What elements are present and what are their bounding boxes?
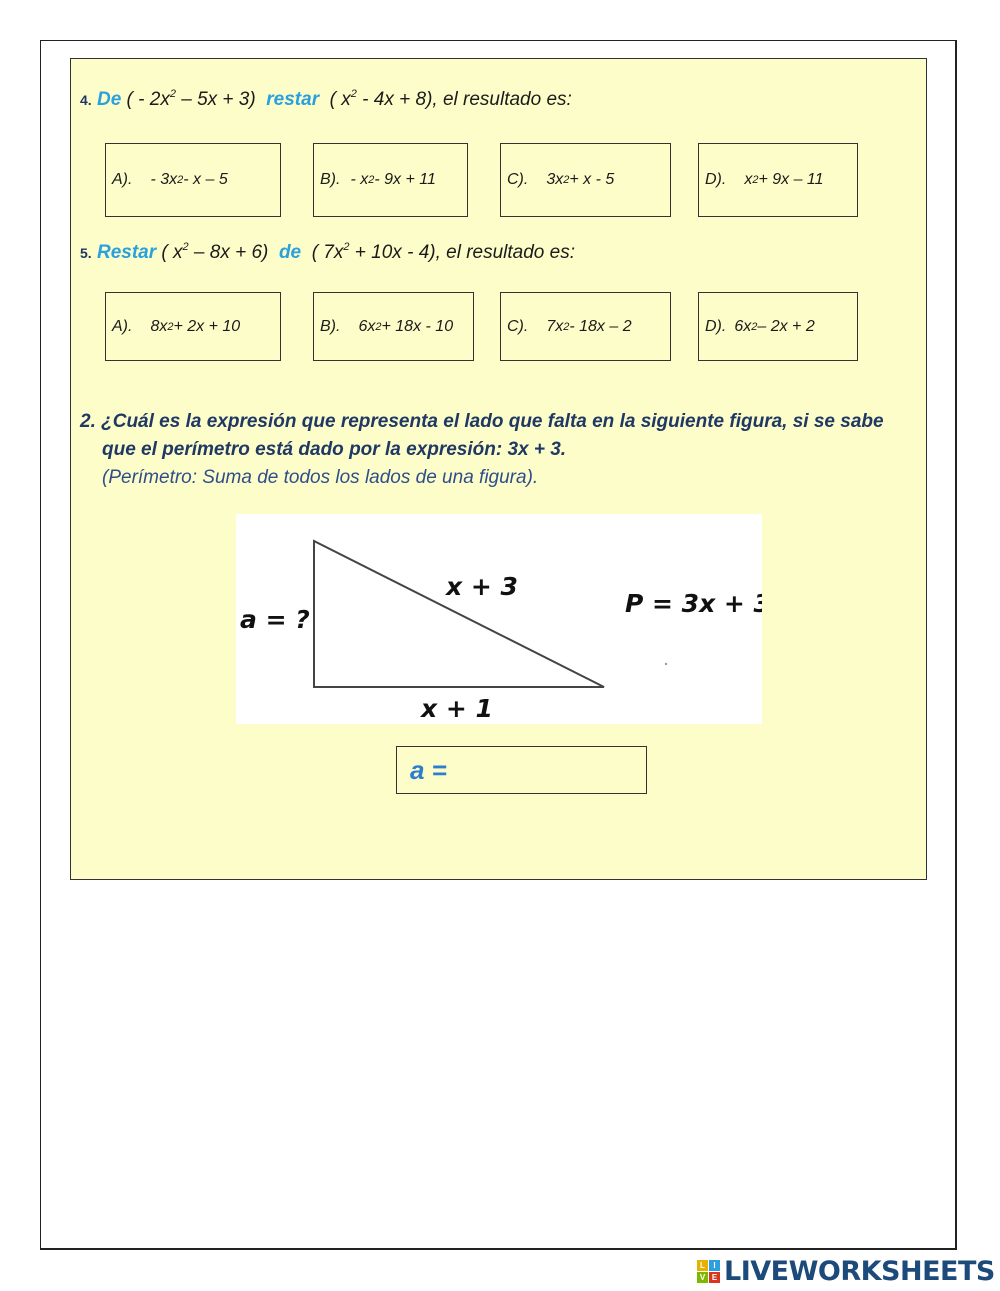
- expression: ( - 2x: [126, 89, 170, 110]
- option-expression: - 3x: [150, 171, 178, 188]
- keyword: De: [96, 89, 122, 110]
- option-label: B).: [320, 317, 341, 335]
- expression: – 5x + 3): [175, 89, 256, 110]
- logo-text: LIVEWORKSHEETS: [724, 1255, 995, 1287]
- question-2: [80, 408, 925, 492]
- exponent: 2: [343, 241, 350, 253]
- keyword: de: [278, 242, 302, 263]
- hypotenuse-label: x + 3: [446, 572, 518, 601]
- option-expression: x: [744, 171, 753, 188]
- option-label: C).: [507, 317, 529, 335]
- question-4: [80, 89, 572, 111]
- option-c[interactable]: C). 3x 2 + x - 5: [500, 143, 671, 217]
- base-label: x + 1: [421, 694, 493, 723]
- option-expression: - x – 5: [183, 171, 228, 188]
- expression: - 4x + 8), el resultado es:: [356, 89, 572, 110]
- logo-letter: E: [709, 1272, 720, 1283]
- exponent: 2: [182, 241, 189, 253]
- option-expression: – 2x + 2: [757, 317, 815, 335]
- option-label: D).: [705, 171, 727, 188]
- expression: ( x: [161, 242, 183, 263]
- option-expression: - 18x – 2: [569, 317, 632, 335]
- option-a[interactable]: A). - 3x 2 - x – 5: [105, 143, 281, 217]
- expression: ( 7x: [311, 242, 344, 263]
- option-label: D).: [705, 317, 727, 335]
- question-number: 5.: [80, 245, 92, 261]
- expression: + 10x - 4), el resultado es:: [349, 242, 575, 263]
- option-label: C).: [507, 171, 529, 188]
- liveworksheets-logo: [697, 1254, 995, 1288]
- option-expression: 7x: [546, 317, 564, 335]
- question-2-line-2: que el perímetro está dado por la expresión: 3x + 3.: [102, 439, 567, 460]
- answer-prefix: a =: [410, 754, 447, 785]
- option-label: A).: [112, 317, 133, 335]
- option-expression: + 2x + 10: [173, 317, 241, 335]
- expression: ( x: [329, 89, 351, 110]
- option-b[interactable]: B). 6x 2 + 18x - 10: [313, 292, 474, 361]
- logo-letter: V: [697, 1272, 708, 1283]
- expression: – 8x + 6): [188, 242, 269, 263]
- option-expression: 3x: [546, 171, 564, 188]
- option-label: B).: [320, 171, 341, 188]
- side-label: a = ?: [240, 605, 310, 634]
- option-expression: 8x: [150, 317, 168, 335]
- keyword: restar: [266, 89, 320, 110]
- logo-letter: L: [697, 1260, 708, 1271]
- logo-letter: I: [709, 1260, 720, 1271]
- option-d[interactable]: D). 6x 2 – 2x + 2: [698, 292, 858, 361]
- logo-mark-icon: [697, 1260, 720, 1283]
- triangle-diagram: [236, 514, 762, 724]
- option-expression: + x - 5: [569, 171, 615, 188]
- question-5: [80, 242, 575, 264]
- exponent: 2: [350, 88, 357, 100]
- right-triangle: [314, 541, 604, 687]
- option-b[interactable]: B). - x 2 - 9x + 11: [313, 143, 468, 217]
- perimeter-note: (Perímetro: Suma de todos los lados de una figura).: [102, 467, 539, 488]
- option-expression: + 9x – 11: [758, 171, 824, 188]
- option-expression: - 9x + 11: [374, 171, 436, 188]
- option-label: A).: [112, 171, 133, 188]
- triangle-figure: [236, 514, 762, 724]
- option-d[interactable]: D). x 2 + 9x – 11: [698, 143, 858, 217]
- keyword: Restar: [96, 242, 157, 263]
- exponent: 2: [169, 88, 176, 100]
- speck: [665, 663, 667, 665]
- answer-input[interactable]: [396, 746, 647, 794]
- option-expression: 6x: [734, 317, 752, 335]
- option-expression: + 18x - 10: [381, 317, 454, 335]
- option-expression: 6x: [358, 317, 376, 335]
- option-expression: - x: [350, 171, 369, 188]
- question-2-line-1: 2. ¿Cuál es la expresión que representa el lado que falta en la siguiente figura, si se sabe: [80, 411, 884, 432]
- option-c[interactable]: C). 7x 2 - 18x – 2: [500, 292, 671, 361]
- question-number: 4.: [80, 92, 92, 108]
- option-a[interactable]: A). 8x 2 + 2x + 10: [105, 292, 281, 361]
- perimeter-label: P = 3x + 3: [625, 589, 762, 618]
